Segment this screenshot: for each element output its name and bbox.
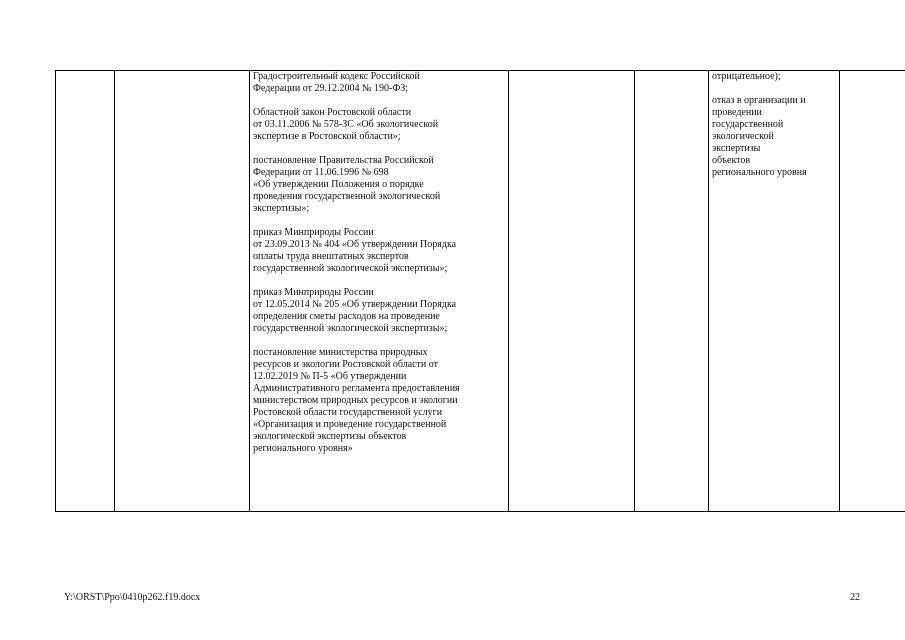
paragraph <box>253 107 505 143</box>
text-line: оплаты труда внештатных экспертов <box>253 251 409 262</box>
text-line: государственной <box>712 119 784 130</box>
footer-file-path: Y:\ORST\Ppo\0410p262.f19.docx <box>64 592 201 603</box>
text-line: отрицательное); <box>712 71 781 82</box>
paragraph <box>253 287 505 335</box>
text-line: экспертизы»; <box>253 203 310 214</box>
text-line: приказ Минприроды России <box>253 287 374 298</box>
text-line: постановление Правительства Российской <box>253 155 434 166</box>
text-line: приказ Минприроды России <box>253 227 374 238</box>
text-line: Областной закон Ростовской области <box>253 107 412 118</box>
text-line: от 23.09.2013 № 404 «Об утверждении Порядка <box>253 239 457 250</box>
result-cell <box>709 71 840 512</box>
paragraph <box>712 71 836 83</box>
text-line: от 12.05.2014 № 205 «Об утверждении Порядка <box>253 299 457 310</box>
text-line: экспертизе в Ростовской области»; <box>253 131 401 142</box>
document-table <box>55 70 905 512</box>
table-cell-empty <box>115 71 250 512</box>
table-cell-empty <box>509 71 635 512</box>
text-line: постановление министерства природных <box>253 347 428 358</box>
paragraph <box>712 95 836 179</box>
paragraph <box>253 71 505 95</box>
text-line: «Организация и проведение государственной <box>253 419 447 430</box>
text-line: министерством природных ресурсов и экологии <box>253 395 458 406</box>
text-line: Градостроительный кодекс Российской <box>253 71 420 82</box>
text-line: государственной экологической экспертизы»; <box>253 323 448 334</box>
text-line: Федерации от 29.12.2004 № 190-ФЗ; <box>253 83 409 94</box>
text-line: 12.02.2019 № П-5 «Об утверждении <box>253 371 407 382</box>
table-cell-empty <box>840 71 905 512</box>
paragraph <box>253 155 505 215</box>
text-line: экологической экспертизы объектов <box>253 431 407 442</box>
result-list <box>712 71 836 179</box>
paragraph <box>253 347 505 455</box>
text-line: от 03.11.2006 № 578-ЗС «Об экологической <box>253 119 439 130</box>
text-line: государственной экологической экспертизы»; <box>253 263 448 274</box>
table-cell-empty <box>56 71 115 512</box>
text-line: ресурсов и экологии Ростовской области от <box>253 359 439 370</box>
text-line: «Об утверждении Положения о порядке <box>253 179 424 190</box>
text-line: экспертизы <box>712 143 761 154</box>
text-line: Ростовской области государственной услуги <box>253 407 443 418</box>
legal-basis-cell <box>250 71 509 512</box>
paragraph <box>253 227 505 275</box>
legal-basis-list <box>253 71 505 455</box>
text-line: Федерации от 11.06.1996 № 698 <box>253 167 389 178</box>
text-line: проведения государственной экологической <box>253 191 441 202</box>
text-line: объектов <box>712 155 751 166</box>
text-line: регионального уровня» <box>253 443 353 454</box>
table-cell-empty <box>635 71 709 512</box>
text-line: отказ в организации и <box>712 95 806 106</box>
text-line: определения сметы расходов на проведение <box>253 311 440 322</box>
text-line: экологической <box>712 131 774 142</box>
text-line: Административного регламента предоставления <box>253 383 460 394</box>
text-line: регионального уровня <box>712 167 807 178</box>
footer-page-number: 22 <box>850 592 860 603</box>
text-line: проведении <box>712 107 762 118</box>
table-row <box>56 71 905 512</box>
